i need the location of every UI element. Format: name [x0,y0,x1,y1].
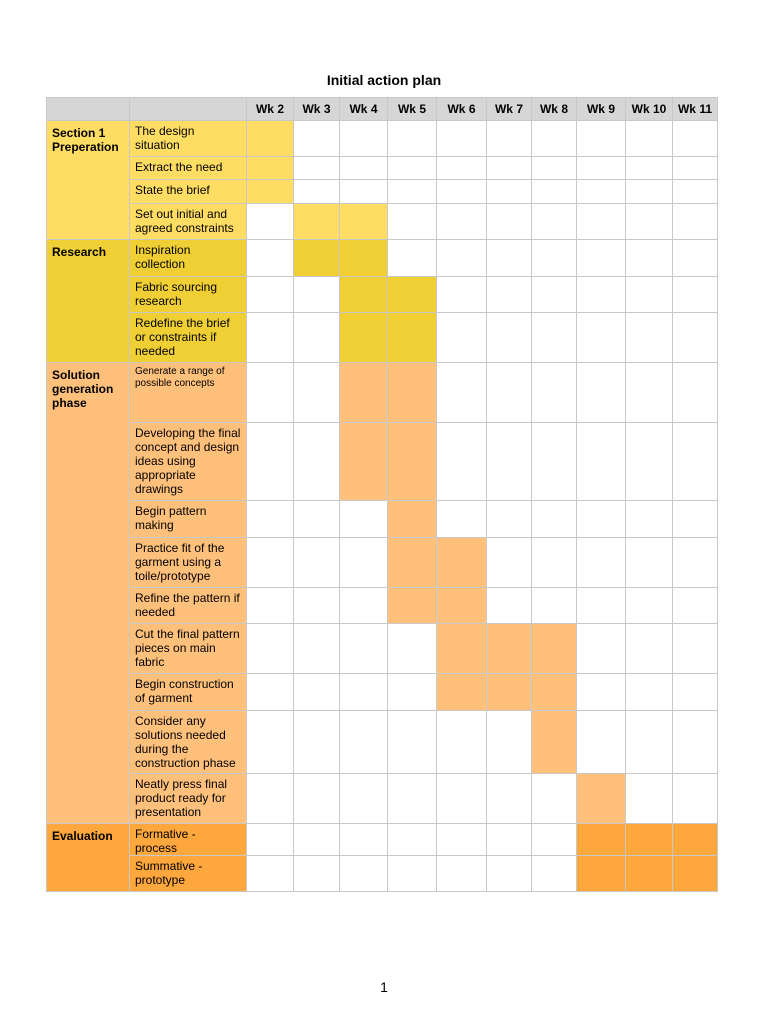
week-cell [437,240,487,277]
week-cell [437,774,487,824]
task-label: Formative - process [130,824,247,856]
week-cell [340,538,388,588]
week-cell [673,240,718,277]
week-cell [437,423,487,501]
week-cell [294,157,340,180]
week-cell [294,180,340,204]
table-row [47,856,718,892]
week-cell [487,501,532,538]
week-cell [388,824,437,856]
week-cell [532,240,577,277]
table-header-row [47,98,718,121]
week-cell [437,277,487,313]
week-cell [487,711,532,774]
week-cell [487,121,532,157]
task-label: Extract the need [130,157,247,180]
week-cell [626,240,673,277]
section-column-header [47,98,130,121]
week-cell [487,157,532,180]
week-cell [577,277,626,313]
week-cell [626,501,673,538]
week-cell-active [487,624,532,674]
week-cell [673,363,718,423]
table-row [47,180,718,204]
week-cell [626,180,673,204]
week-cell [294,121,340,157]
week-cell [388,121,437,157]
week-cell [247,824,294,856]
week-header: Wk 11 [673,98,718,121]
week-header: Wk 9 [577,98,626,121]
section-label: Solution generation phase [47,363,130,824]
week-cell-active [487,674,532,711]
table-row [47,121,718,157]
week-cell [247,240,294,277]
week-cell [673,423,718,501]
task-label: State the brief [130,180,247,204]
table-row [47,313,718,363]
task-label: Generate a range of possible concepts [130,363,247,423]
week-cell-active [340,204,388,240]
week-cell [487,423,532,501]
task-label: Begin pattern making [130,501,247,538]
action-plan-table [46,97,718,892]
week-cell [247,277,294,313]
week-cell [673,588,718,624]
week-cell [247,501,294,538]
table-row [47,711,718,774]
week-cell [437,180,487,204]
week-header: Wk 3 [294,98,340,121]
week-cell [626,588,673,624]
week-cell [532,501,577,538]
week-cell-active [247,180,294,204]
week-cell [487,824,532,856]
task-label: Begin construction of garment [130,674,247,711]
week-cell [340,588,388,624]
week-cell [487,538,532,588]
table-row [47,363,718,423]
table-row [47,674,718,711]
week-cell-active [388,538,437,588]
week-cell-active [340,363,388,423]
week-cell [487,774,532,824]
week-cell [487,363,532,423]
week-cell [247,363,294,423]
week-cell [577,674,626,711]
page-number: 1 [380,979,388,995]
section-label: Evaluation [47,824,130,892]
week-cell-active [532,624,577,674]
table-row [47,538,718,588]
week-cell [532,423,577,501]
week-cell-active [577,856,626,892]
week-cell [577,180,626,204]
week-cell [294,856,340,892]
week-cell [247,313,294,363]
task-label: Practice fit of the garment using a toile/prototype [130,538,247,588]
table-body [47,121,718,892]
week-cell-active [532,711,577,774]
week-cell [626,157,673,180]
table-row [47,204,718,240]
task-column-header [130,98,247,121]
week-cell [437,363,487,423]
week-cell [340,856,388,892]
week-cell [388,856,437,892]
week-cell-active [340,240,388,277]
week-cell [388,157,437,180]
week-cell [340,501,388,538]
week-cell [577,624,626,674]
week-cell [532,157,577,180]
task-label: Cut the final pattern pieces on main fabric [130,624,247,674]
week-cell [577,240,626,277]
table-row [47,588,718,624]
week-cell [626,313,673,363]
week-cell [294,711,340,774]
week-cell-active [437,674,487,711]
week-cell [487,313,532,363]
week-cell [487,240,532,277]
week-cell [294,501,340,538]
task-label: Fabric sourcing research [130,277,247,313]
week-cell [532,363,577,423]
table-row [47,277,718,313]
week-cell [247,204,294,240]
week-cell [626,121,673,157]
week-cell [294,588,340,624]
task-label: Refine the pattern if needed [130,588,247,624]
week-cell-active [437,624,487,674]
week-cell [294,824,340,856]
week-cell [532,180,577,204]
week-cell [247,774,294,824]
week-cell [626,204,673,240]
week-cell [247,856,294,892]
week-cell [532,538,577,588]
week-cell [294,774,340,824]
week-cell [577,204,626,240]
week-cell [487,204,532,240]
week-cell [626,674,673,711]
week-cell [247,588,294,624]
week-cell-active [388,423,437,501]
week-cell [577,157,626,180]
task-label: Inspiration collection [130,240,247,277]
week-cell-active [340,277,388,313]
week-cell [437,824,487,856]
week-cell [626,277,673,313]
table-row [47,240,718,277]
task-label: Consider any solutions needed during the construction phase [130,711,247,774]
week-cell-active [388,277,437,313]
week-cell-active [294,240,340,277]
week-cell [577,313,626,363]
week-cell [673,774,718,824]
week-cell [673,277,718,313]
week-cell [673,501,718,538]
week-cell [388,624,437,674]
table-row [47,824,718,856]
week-cell-active [388,313,437,363]
week-cell [673,204,718,240]
week-cell [673,711,718,774]
page-title: Initial action plan [326,72,442,88]
week-cell [294,624,340,674]
week-cell [673,157,718,180]
week-cell [532,313,577,363]
week-cell [388,240,437,277]
week-cell [340,774,388,824]
week-cell-active [388,588,437,624]
week-cell [487,588,532,624]
week-cell [294,538,340,588]
week-cell [577,501,626,538]
week-cell [532,121,577,157]
week-cell [388,180,437,204]
week-cell [340,624,388,674]
week-cell [532,588,577,624]
week-cell [673,121,718,157]
week-cell [388,774,437,824]
week-cell [626,423,673,501]
week-cell [577,538,626,588]
week-cell [340,121,388,157]
week-cell-active [340,313,388,363]
week-cell [626,774,673,824]
task-label: Neatly press final product ready for presentation [130,774,247,824]
week-cell-active [673,824,718,856]
week-cell [340,180,388,204]
week-cell [437,501,487,538]
week-cell-active [388,501,437,538]
week-cell [294,363,340,423]
task-label: Developing the final concept and design ideas using appropriate drawings [130,423,247,501]
week-cell [673,538,718,588]
week-cell [673,180,718,204]
section-label: Research [47,240,130,363]
section-label: Section 1 Preperation [47,121,130,240]
table-row [47,423,718,501]
week-cell [577,363,626,423]
week-cell-active [437,538,487,588]
week-cell-active [577,774,626,824]
week-header: Wk 2 [247,98,294,121]
week-cell [437,121,487,157]
week-cell [247,674,294,711]
week-cell-active [247,121,294,157]
table-row [47,624,718,674]
week-cell [487,180,532,204]
week-cell [626,711,673,774]
week-cell-active [626,824,673,856]
week-cell [294,277,340,313]
week-cell [673,624,718,674]
week-cell-active [626,856,673,892]
week-cell [388,711,437,774]
week-cell [340,157,388,180]
week-cell [294,313,340,363]
week-cell [247,711,294,774]
week-cell [626,624,673,674]
week-cell [673,313,718,363]
week-cell-active [340,423,388,501]
week-cell [577,588,626,624]
week-header: Wk 10 [626,98,673,121]
task-label: Set out initial and agreed constraints [130,204,247,240]
week-cell [487,856,532,892]
week-cell [247,423,294,501]
week-cell-active [577,824,626,856]
week-cell [294,423,340,501]
week-cell [437,313,487,363]
week-cell [532,204,577,240]
week-header: Wk 8 [532,98,577,121]
week-cell [340,711,388,774]
week-cell [532,774,577,824]
week-cell-active [388,363,437,423]
week-cell-active [247,157,294,180]
week-cell [247,624,294,674]
week-cell [388,674,437,711]
task-label: Redefine the brief or constraints if needed [130,313,247,363]
week-cell [437,204,487,240]
week-cell-active [294,204,340,240]
week-cell [532,277,577,313]
week-cell [626,538,673,588]
task-label: Summative - prototype [130,856,247,892]
week-cell [487,277,532,313]
table-row [47,157,718,180]
week-header: Wk 4 [340,98,388,121]
week-cell [626,363,673,423]
week-header: Wk 5 [388,98,437,121]
week-cell [532,856,577,892]
week-cell [532,824,577,856]
task-label: The design situation [130,121,247,157]
week-cell-active [437,588,487,624]
week-cell [340,674,388,711]
table-row [47,501,718,538]
week-cell [577,423,626,501]
week-cell [437,856,487,892]
week-header: Wk 7 [487,98,532,121]
week-cell-active [673,856,718,892]
week-cell [247,538,294,588]
week-cell [577,711,626,774]
week-cell [340,824,388,856]
week-cell-active [532,674,577,711]
table-row [47,774,718,824]
week-cell [294,674,340,711]
week-header: Wk 6 [437,98,487,121]
week-cell [437,157,487,180]
week-cell [388,204,437,240]
week-cell [577,121,626,157]
week-cell [437,711,487,774]
week-cell [673,674,718,711]
